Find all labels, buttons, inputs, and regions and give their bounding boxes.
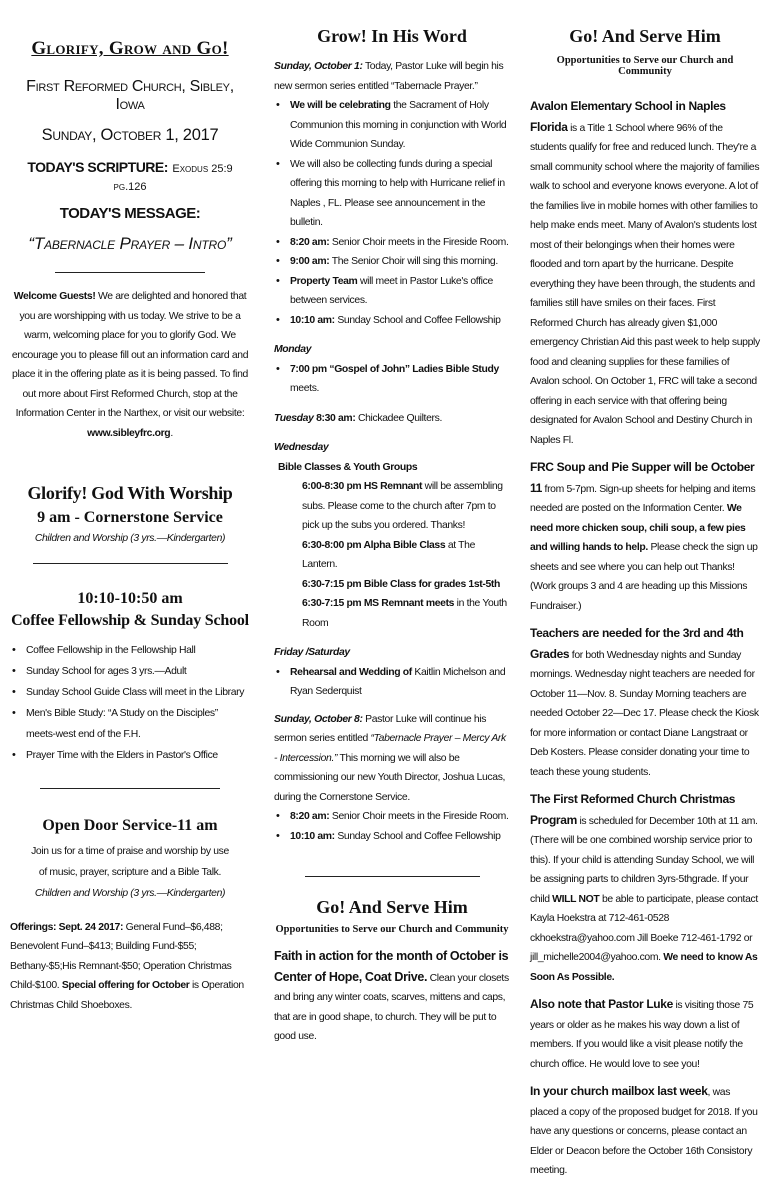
list-item — [274, 96, 510, 155]
list-item — [302, 477, 510, 536]
list-item-text: will meet in Pastor Luke's office between services. — [290, 275, 493, 306]
list-item — [274, 663, 510, 702]
avalon-text — [530, 97, 760, 450]
list-item — [274, 827, 510, 847]
service-date: Sunday, October 1, 2017 — [41, 126, 219, 144]
sunday8-body2: This morning we will also be commissioning our new Youth Director, Joshua Lucas, during the Cornerstone Service. — [274, 752, 506, 803]
list-item — [274, 311, 510, 331]
list-item — [302, 536, 510, 575]
scripture-label: TODAY'S SCRIPTURE: — [27, 159, 168, 175]
list-item — [10, 703, 250, 745]
soup-body: from 5-7pm. Sign-up sheets for helping and items needed are posted on the Information Center. — [530, 483, 756, 514]
list-item-bold: 9:00 am: — [290, 256, 330, 267]
offerings-label: Offerings: Sept. 24 2017: — [10, 921, 124, 933]
grow-heading: Grow! In His Word — [317, 26, 467, 46]
list-item-text: Sunday School and Coffee Fellowship — [334, 830, 501, 842]
message-title: “Tabernacle Prayer – Intro” — [28, 234, 232, 253]
friday-item-bold: Rehearsal and Wedding of — [290, 666, 412, 678]
fellowship-list — [10, 640, 250, 766]
list-item-text: Sunday School and Coffee Fellowship — [334, 314, 501, 326]
friday-list — [274, 663, 510, 702]
sunday8-body: Pastor Luke will continue his sermon series entitled — [274, 713, 487, 744]
mailbox-body: , was placed a copy of the proposed budget for 2018. If you have any questions or concerns, please contact an Elder or Deacon before the October 16th Consistory meeting. — [530, 1087, 758, 1176]
list-item-bold: 6:00-8:30 pm HS Remnant — [302, 481, 423, 492]
fellowship-time: 10:10-10:50 am — [77, 589, 183, 607]
website-link[interactable]: www.sibleyfrc.org — [87, 427, 171, 439]
list-item-bold: 10:10 am: — [290, 314, 335, 326]
sunday8-title: “Tabernacle Prayer – Mercy Ark - Intercession.” — [274, 733, 506, 764]
wednesday-label: Wednesday — [274, 442, 329, 453]
list-item — [10, 745, 250, 766]
list-item-bold: 6:30-8:00 pm Alpha Bible Class — [302, 539, 446, 551]
faith-text — [274, 947, 510, 1047]
opendoor-heading: Open Door Service-11 am — [42, 816, 218, 834]
welcome-body: We are delighted and honored that you are worshipping with us today. We strive to be a warm, welcoming place for you to glorify God. We encourage you to please fill out an information card and place it in the offering plate as it is being passed. To find out more about First Reformed Church, stop at the Information Center in the Narthex, or visit our website: — [11, 291, 249, 419]
service-heading: 9 am - Cornerstone Service — [37, 509, 223, 526]
soup-text — [530, 458, 760, 616]
monday-item-bold: 7:00 pm “Gospel of John” Ladies Bible Study — [290, 363, 499, 375]
column-middle — [274, 0, 510, 1047]
serve-subheading: Opportunities to Serve our Church and Community — [556, 55, 734, 77]
scripture-line — [10, 159, 250, 195]
tuesday-label: Tuesday — [274, 412, 314, 424]
list-item-text: The Senior Choir will sing this morning. — [329, 256, 498, 267]
list-item-bold: 6:30-7:15 pm MS Remnant meets — [302, 598, 455, 609]
soup-bold: FRC Soup and Pie Supper will be October 11 — [530, 460, 755, 495]
list-item — [274, 360, 510, 399]
christmas-bold2: We need to know As Soon As Possible. — [530, 952, 758, 983]
list-item-text: We will also be collecting funds during a special offering this morning to help with Hurricane relief in Naples , FL. Please see announcement in the bulletin. — [290, 158, 505, 228]
list-item-bold: We will be celebrating — [290, 100, 391, 111]
go-heading: Go! And Serve Him — [316, 897, 468, 917]
list-item — [302, 575, 510, 595]
monday-item-text: meets. — [290, 383, 320, 394]
column-right — [530, 0, 760, 1181]
list-item — [10, 661, 250, 682]
tuesday-text: Chickadee Quilters. — [355, 412, 442, 424]
luke-bold: Also note that Pastor Luke — [530, 997, 673, 1011]
friday-item-text: Kaitlin Michelson and Ryan Sederquist — [290, 666, 506, 697]
sunday-label: Sunday, October 1: — [274, 61, 363, 72]
list-item — [274, 252, 510, 272]
list-item-bold: 6:30-7:15 pm Bible Class for grades 1st-5th — [302, 578, 501, 590]
welcome-end: . — [170, 427, 173, 439]
divider — [33, 563, 228, 564]
bulletin-title: Glorify, Grow and Go! — [31, 38, 229, 59]
christmas-body2: be able to participate, please contact Kayla Hoekstra at 712-461-0528 ckhoekstra@yahoo.com Jill Boeke 712-461-1792 or jill_michelle2004@yahoo.com. — [530, 893, 758, 963]
serve-heading: Go! And Serve Him — [569, 26, 721, 46]
monday-list — [274, 360, 510, 399]
soup-body2: Please check the sign up sheets and see where you can help out Thanks! (Work groups 3 and 4 are heading up this Missions Fundraiser.) — [530, 542, 758, 612]
opendoor-note: Children and Worship (3 yrs.—Kindergarten) — [34, 887, 226, 899]
offerings-body: General Fund–$6,488; Benevolent Fund–$413; Building Fund-$55; Bethany-$5;His Remnant-$50; Operation Christmas Child-$100. — [10, 921, 232, 991]
list-item — [10, 682, 250, 703]
avalon-body: is a Title 1 School where 96% of the students qualify for free and reduced lunch. They're a small community school where the majority of families walk to school and everyone knows everyone. A lot of the families live in mobile homes with other families to help make ends meet. Many of Avalon's students lost most of their belongings when their homes were flooded and torn apart by the hurricane. Despite everything they have been through, the students and families still have smiles on their faces. First Reformed Church has already given $1,000 emergency Christian Aid this past week to help supply food and cleaning supplies for these families of Avalon school. On October 1, FRC will take a second offering in each service with that offering being designated for Avalon School and Destiny Church in Naples Fl. — [530, 122, 760, 446]
list-item — [274, 807, 510, 827]
list-item-text: Senior Choir meets in the Fireside Room. — [329, 811, 509, 822]
mailbox-text — [530, 1082, 760, 1181]
divider — [40, 788, 220, 789]
teachers-text — [530, 624, 760, 782]
teachers-bold: Teachers are needed for the 3rd and 4th Grades — [530, 626, 744, 661]
avalon-bold: Avalon Elementary School in Naples Florida — [530, 99, 726, 134]
list-item-text: Men's Bible Study: “A Study on the Disciples” meets-west end of the F.H. — [26, 707, 218, 740]
offerings-text — [10, 918, 250, 1016]
list-item — [10, 640, 250, 661]
divider — [305, 876, 480, 877]
divider — [55, 272, 205, 273]
sunday8-text — [274, 710, 510, 808]
luke-body: is visiting those 75 years or older as he makes his way down a list of members. If you would like a visit please notify the church office. He would love to see you! — [530, 1000, 754, 1070]
column-left — [10, 0, 250, 1015]
opendoor-text: Join us for a time of praise and worship by use of music, prayer, scripture and a Bible Talk. — [31, 845, 229, 878]
welcome-text — [10, 287, 250, 443]
list-item-text: Sunday School for ages 3 yrs.—Adult — [26, 665, 187, 677]
friday-label: Friday /Saturday — [274, 647, 350, 658]
list-item-text: the Sacrament of Holy Communion this morning in conjunction with World Wide Communion Sunday. — [290, 100, 507, 150]
faith-body: Clean your closets and bring any winter coats, scarves, mittens and caps, that are in good shape, to church. They will be put to good use. — [274, 972, 509, 1042]
christmas-body: is scheduled for December 10th at 11 am. (There will be one combined worship service prior to this). If your child is attending Sunday School, we will be assigning parts to children 3yrs-5thgrade. If your child — [530, 815, 758, 905]
list-item-bold: Property Team — [290, 275, 358, 287]
service-note: Children and Worship (3 yrs.—Kindergarten) — [34, 533, 226, 544]
list-item-bold: 8:20 am: — [290, 811, 330, 822]
wednesday-list — [274, 477, 510, 633]
offerings-end: is Operation Christmas Child Shoeboxes. — [10, 980, 244, 1011]
worship-heading: Glorify! God With Worship — [27, 483, 233, 503]
christmas-will-not: WILL NOT — [552, 893, 600, 905]
tuesday-line — [274, 409, 510, 429]
list-item-text: will be assembling subs. Please come to the church after 7pm to pick up the subs you ordered. Thanks! — [302, 481, 503, 531]
list-item-bold: 10:10 am: — [290, 830, 335, 842]
list-item-text: Coffee Fellowship in the Fellowship Hall — [26, 644, 196, 656]
fellowship-heading: Coffee Fellowship & Sunday School — [11, 611, 249, 629]
list-item-text: Senior Choir meets in the Fireside Room. — [329, 236, 509, 248]
list-item — [302, 594, 510, 633]
list-item-text: in the Youth Room — [302, 598, 507, 629]
sunday8-list — [274, 807, 510, 846]
church-name: First Reformed Church, Sibley, Iowa — [26, 78, 234, 113]
list-item-text: Prayer Time with the Elders in Pastor's Office — [26, 749, 218, 761]
sunday8-label: Sunday, October 8: — [274, 713, 363, 725]
go-subheading: Opportunities to Serve our Church and Community — [275, 924, 509, 935]
list-item-text: at The Lantern. — [302, 539, 476, 570]
faith-bold: Faith in action for the month of October is Center of Hope, Coat Drive. — [274, 949, 509, 984]
offerings-special: Special offering for October — [61, 980, 190, 991]
mailbox-bold: In your church mailbox last week — [530, 1084, 708, 1098]
sunday-intro-text: Today, Pastor Luke will begin his new sermon series entitled “Tabernacle Prayer.” — [274, 61, 504, 92]
welcome-bold: Welcome Guests! — [13, 291, 96, 302]
teachers-body: for both Wednesday nights and Sunday mornings. Wednesday night teachers are needed for October 11—Nov. 8. Sunday Morning teachers are needed October 22—Dec 17. Please check the Kiosk for more information or contact Diane Langstraat or Deb Kosters. Please consider donating your time to teach these young students. — [530, 649, 759, 778]
christmas-text — [530, 790, 760, 987]
sunday-list — [274, 96, 510, 330]
luke-text — [530, 995, 760, 1074]
scripture-ref: Exodus 25:9 pg.126 — [113, 163, 233, 193]
wednesday-sub: Bible Classes & Youth Groups — [278, 461, 418, 473]
christmas-bold: The First Reformed Church Christmas Program — [530, 792, 736, 827]
list-item — [274, 233, 510, 253]
list-item-text: Sunday School Guide Class will meet in the Library — [26, 686, 245, 698]
list-item — [274, 272, 510, 311]
list-item — [274, 155, 510, 233]
list-item-bold: 8:20 am: — [290, 236, 330, 248]
tuesday-time: 8:30 am: — [313, 412, 356, 424]
monday-label: Monday — [274, 344, 312, 355]
message-label: TODAY'S MESSAGE: — [59, 205, 201, 222]
sunday-intro — [274, 57, 510, 96]
soup-bold2: We need more chicken soup, chili soup, a few pies and willing hands to help. — [530, 503, 746, 553]
